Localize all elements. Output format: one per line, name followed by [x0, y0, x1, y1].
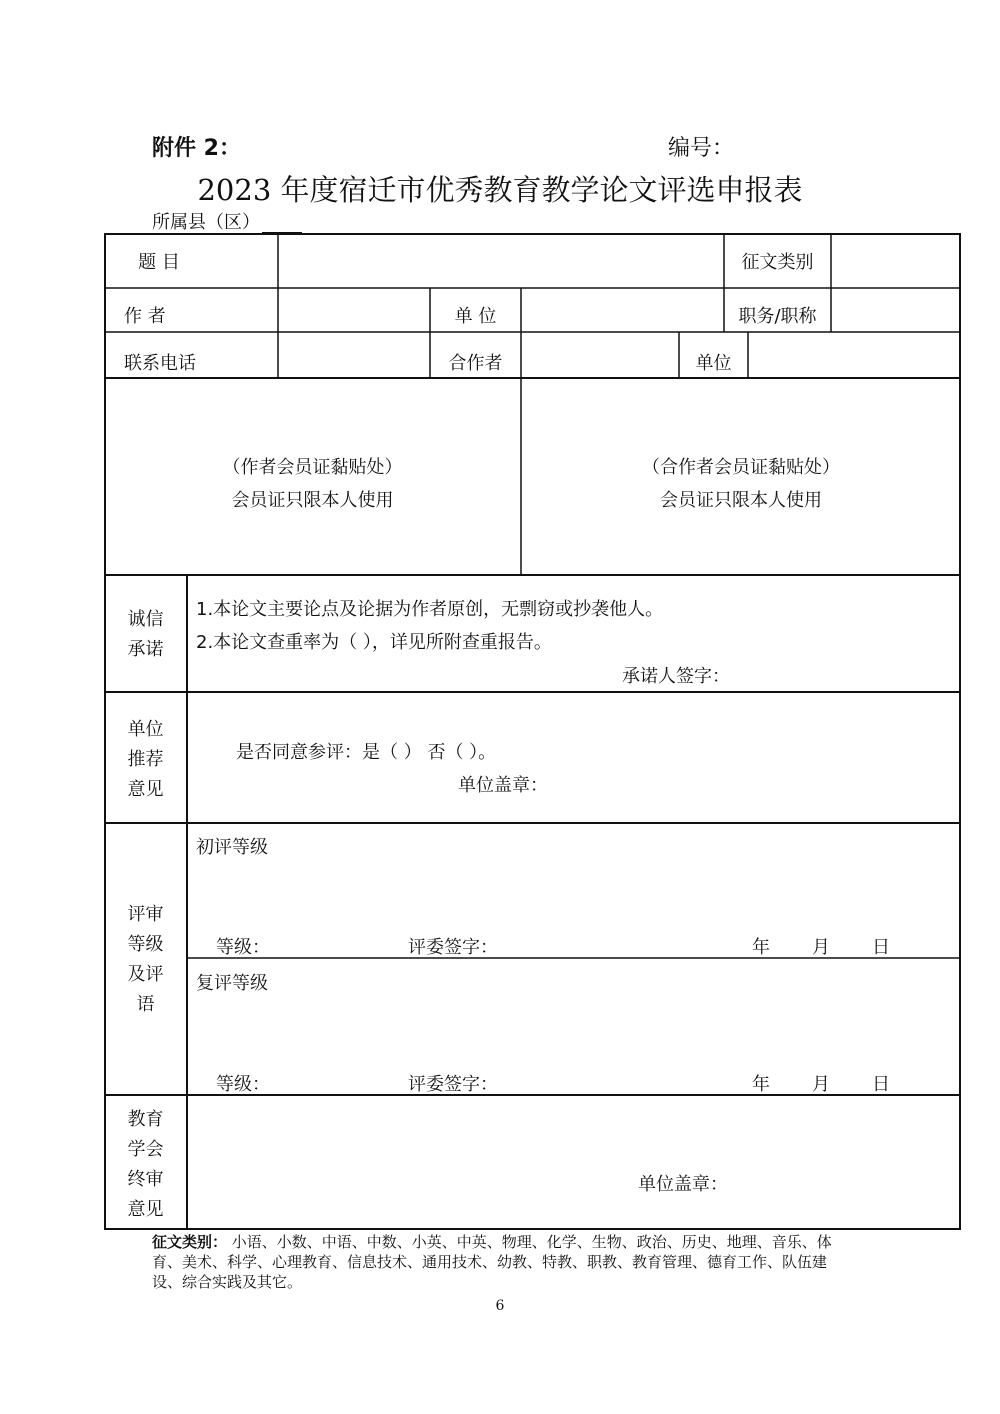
topic-label: 题 目 — [138, 252, 180, 273]
unit-recommend-label-line: 推荐 — [127, 749, 164, 770]
final-review-label-line: 终审 — [127, 1169, 164, 1190]
topic-input[interactable] — [279, 234, 723, 288]
participation-question: 是否同意参评：是（ ） 否（ ）。 — [236, 742, 497, 763]
coauthor-card-title: （合作者会员证黏贴处） — [642, 457, 840, 478]
position-input[interactable] — [832, 289, 959, 332]
coauthor-card-note: 会员证只限本人使用 — [660, 490, 822, 511]
author-label: 作 者 — [124, 306, 166, 327]
author-card-title: （作者会员证黏贴处） — [222, 457, 403, 478]
county-field — [152, 208, 302, 234]
final-review-label-line: 意见 — [127, 1199, 164, 1220]
coauthor-unit-label: 单位 — [695, 353, 732, 374]
final-review-label — [104, 1105, 187, 1225]
category-footnote — [152, 1232, 852, 1292]
initial-judge-label: 评委签字： — [408, 937, 498, 958]
page-title: 2023 年度宿迁市优秀教育教学论文评选申报表 — [197, 173, 803, 207]
unit-recommend-label-line: 意见 — [127, 779, 164, 800]
position-label: 职务/职称 — [738, 306, 817, 327]
unit-recommend-label — [104, 715, 187, 805]
attachment-label: 附件 2： — [152, 136, 241, 161]
phone-input[interactable] — [279, 333, 429, 378]
final-review-label-line: 教育 — [127, 1109, 164, 1130]
footnote-label: 征文类别： — [152, 1233, 228, 1251]
review-label-line: 及评 — [127, 964, 164, 985]
application-form-table — [104, 233, 961, 1230]
initial-day-label: 日 — [872, 937, 890, 958]
page-number: 6 — [495, 1298, 505, 1314]
integrity-signature-label: 承诺人签字： — [622, 666, 730, 687]
second-judge-label: 评委签字： — [408, 1074, 498, 1095]
unit-recommend-label-line: 单位 — [127, 719, 164, 740]
author-card-note: 会员证只限本人使用 — [231, 490, 394, 511]
initial-grade-label: 等级： — [216, 937, 270, 958]
author-unit-label: 单 位 — [454, 306, 497, 327]
unit-stamp-label: 单位盖章： — [458, 775, 548, 796]
review-label — [104, 900, 187, 1020]
category-input[interactable] — [832, 234, 959, 288]
county-label: 所属县（区） — [152, 212, 260, 233]
review-label-line: 评审 — [127, 904, 164, 925]
review-label-line: 语 — [136, 994, 155, 1015]
coauthor-unit-input[interactable] — [749, 333, 959, 378]
final-stamp-label: 单位盖章： — [638, 1174, 728, 1195]
initial-review-title: 初评等级 — [196, 837, 268, 858]
final-review-label-line: 学会 — [127, 1139, 164, 1160]
author-unit-input[interactable] — [522, 289, 723, 332]
second-year-label: 年 — [752, 1074, 770, 1095]
phone-label: 联系电话 — [124, 353, 196, 374]
serial-number-label: 编号： — [668, 136, 735, 161]
initial-month-label: 月 — [812, 937, 830, 958]
county-blank[interactable] — [262, 214, 302, 234]
integrity-line-2: 2.本论文查重率为（ ），详见所附查重报告。 — [196, 632, 552, 653]
coauthor-input[interactable] — [522, 333, 678, 378]
integrity-label-line: 诚信 — [127, 609, 164, 630]
review-label-line: 等级 — [127, 934, 164, 955]
coauthor-label: 合作者 — [448, 353, 503, 374]
integrity-label — [104, 605, 187, 665]
second-grade-label: 等级： — [216, 1074, 270, 1095]
author-input[interactable] — [279, 289, 429, 332]
integrity-label-line: 承诺 — [127, 639, 164, 660]
integrity-line-1: 1.本论文主要论点及论据为作者原创，无剽窃或抄袭他人。 — [196, 599, 664, 620]
initial-year-label: 年 — [752, 937, 770, 958]
second-month-label: 月 — [812, 1074, 830, 1095]
second-day-label: 日 — [872, 1074, 890, 1095]
category-label: 征文类别 — [741, 252, 814, 273]
second-review-title: 复评等级 — [196, 973, 268, 994]
footnote-text: 小语、小数、中语、中数、小英、中英、物理、化学、生物、政治、历史、地理、音乐、体育、美术、科学、心理教育、信息技术、通用技术、幼教、特教、职教、教育管理、德育工作、队伍建设、综合实践及其它。 — [152, 1233, 832, 1291]
